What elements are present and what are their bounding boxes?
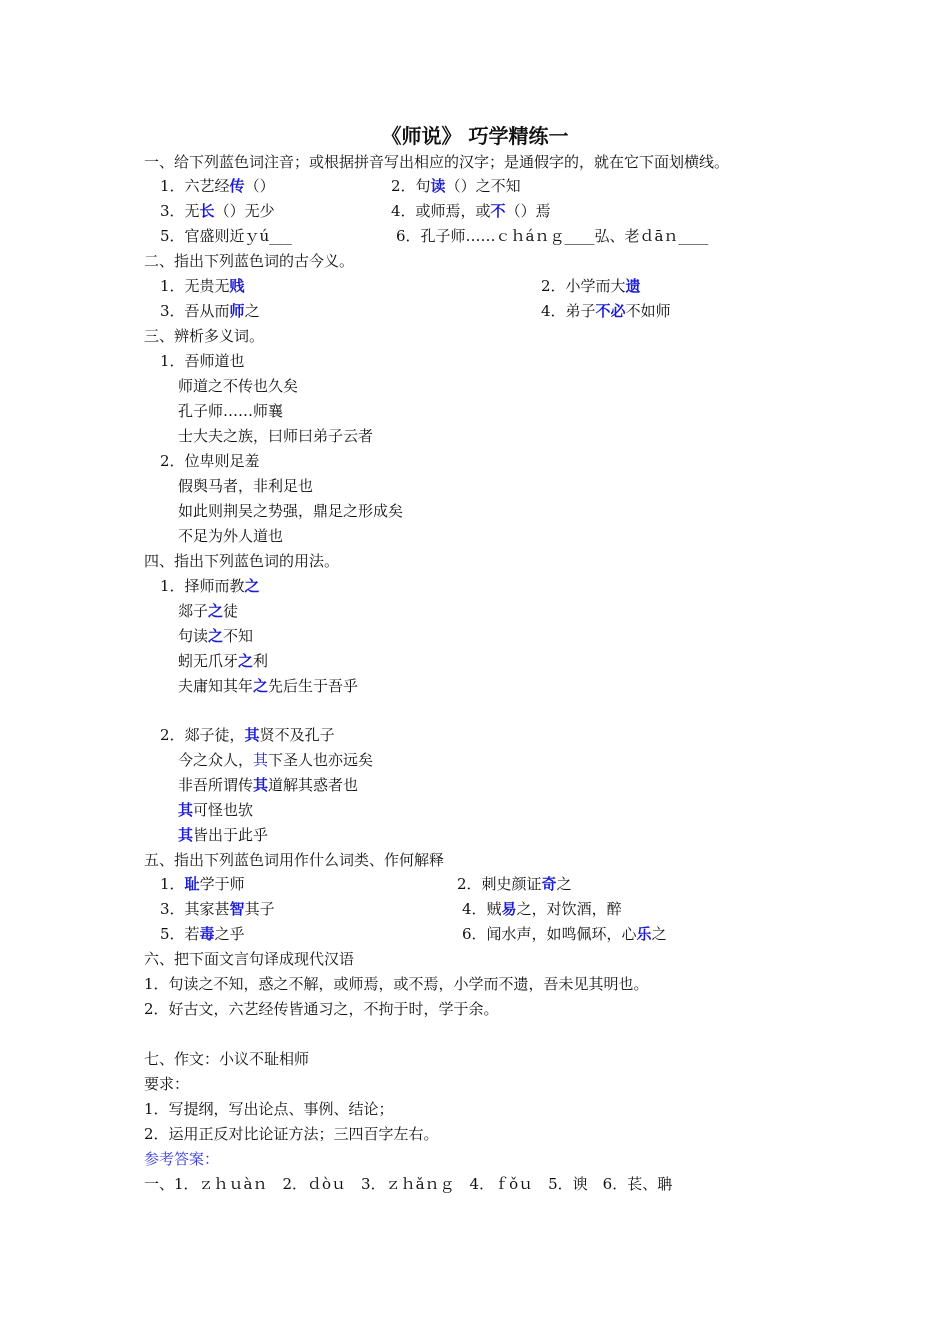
s4-g2-line: 非吾所谓传其道解其惑者也 [178,776,359,794]
s4-g2-line: 今之众人，其下圣人也亦远矣 [178,751,374,769]
s3-g2-line: 不足为外人道也 [178,527,284,545]
s3-g1-line: 孔子师……师襄 [178,402,284,420]
s3-g1-line: 士大夫之族，曰师曰弟子云者 [178,427,374,445]
s1-item-1: 1．六艺经传（） [160,177,275,195]
s5-item-3: 3．其家甚智其子 [160,900,275,918]
s1-item-6: 6．孔子师……ｃｈáｎｇ____弘、老ｄāｎ____ [396,227,709,245]
answers-label: 参考答案： [144,1150,220,1168]
s7-line-1: 1．写提纲，写出论点、事例、结论； [144,1100,394,1118]
answers-line-1: 一、1．ｚｈｕàｎ 2．ｄòｕ 3．ｚｈǎｎｇ 4．ｆǒｕ 5．谀 6．苌、聃 [144,1175,673,1193]
s1-item-5: 5．官盛则近ｙú___ [160,227,292,245]
section-3-heading: 三、辨析多义词。 [144,327,265,345]
s5-item-5: 5．若毒之乎 [160,925,245,943]
s3-g2-line: 2．位卑则足羞 [160,452,260,470]
section-2-heading: 二、指出下列蓝色词的古今义。 [144,252,355,270]
s5-item-6: 6．闻水声，如鸣佩环，心乐之 [462,925,667,943]
s4-g1-line: 句读之不知 [178,627,254,645]
section-6-heading: 六、把下面文言句译成现代汉语 [144,950,355,968]
s2-item-3: 3．吾从而师之 [160,302,260,320]
s7-line-2: 2．运用正反对比论证方法；三四百字左右。 [144,1125,439,1143]
section-1-heading: 一、给下列蓝色词注音；或根据拼音写出相应的汉字；是通假字的，就在它下面划横线。 [144,153,730,171]
s5-item-4: 4．贼易之，对饮酒，醉 [462,900,622,918]
s4-g1-line: 郯子之徒 [178,602,239,620]
s5-item-1: 1．耻学于师 [160,875,245,893]
s3-g2-line: 如此则荆吴之势强，鼎足之形成矣 [178,502,404,520]
section-5-heading: 五、指出下列蓝色词用作什么词类、作何解释 [144,851,445,869]
s4-g2-line: 其皆出于此乎 [178,826,269,844]
s4-g1-line: 夫庸知其年之先后生于吾乎 [178,677,359,695]
s4-g1-line: 蚓无爪牙之利 [178,652,269,670]
section-4-heading: 四、指出下列蓝色词的用法。 [144,552,340,570]
s5-item-2: 2．刺史颜证奇之 [457,875,572,893]
section-7-heading: 七、作文：小议不耻相师 [144,1050,310,1068]
s1-item-3: 3．无长（）无少 [160,202,275,220]
s3-g1-line: 师道之不传也久矣 [178,377,299,395]
s4-g1-line: 1．择师而教之 [160,577,260,595]
s3-g1-line: 1．吾师道也 [160,352,245,370]
s1-item-4: 4．或师焉，或不（）焉 [391,202,551,220]
s6-line-1: 1．句读之不知，惑之不解，或师焉，或不焉，小学而不遗，吾未见其明也。 [144,975,649,993]
s4-g2-line: 2．郯子徒，其贤不及孔子 [160,726,335,744]
s4-g2-line: 其可怪也欤 [178,801,254,819]
s1-item-2: 2．句读（）之不知 [391,177,521,195]
s7-requirements-label: 要求： [144,1075,190,1093]
s2-item-2: 2．小学而大遗 [541,277,641,295]
s6-line-2: 2．好古文，六艺经传皆通习之，不拘于时，学于余。 [144,1000,499,1018]
page-title: 《师说》 巧学精练一 [381,124,569,148]
s2-item-4: 4．弟子不必不如师 [541,302,671,320]
s2-item-1: 1．无贵无贱 [160,277,245,295]
s3-g2-line: 假舆马者，非利足也 [178,477,314,495]
